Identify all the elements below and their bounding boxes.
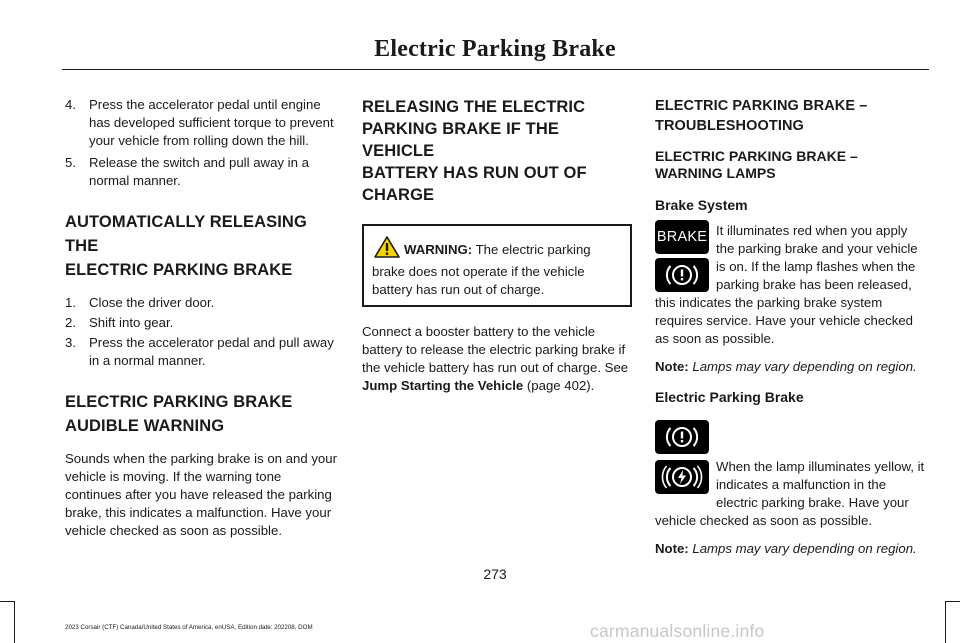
column-middle <box>362 96 632 395</box>
crop-mark <box>0 601 14 602</box>
epb-electric-icon <box>655 460 709 494</box>
crop-mark <box>14 601 15 643</box>
heading-auto-release: AUTOMATICALLY RELEASING THE ELECTRIC PARKING BRAKE <box>65 213 307 279</box>
note-epb: Note: Lamps may vary depending on region. <box>655 541 917 556</box>
brake-system-block <box>655 222 928 348</box>
warning-box <box>362 224 632 307</box>
column-left <box>65 96 337 540</box>
page-title: Electric Parking Brake <box>374 36 616 62</box>
epb-text: When the lamp illuminates yellow, it indicates a malfunction in the electric parking brake. Have your vehicle checked as soon as possible. <box>655 459 925 528</box>
note-brake-system: Note: Lamps may vary depending on region. <box>655 359 917 374</box>
heading-warning-lamps: ELECTRIC PARKING BRAKE – WARNING LAMPS <box>655 148 858 181</box>
brake-system-title: Brake System <box>655 197 748 213</box>
heading-audible-warning: ELECTRIC PARKING BRAKE AUDIBLE WARNING <box>65 393 293 435</box>
audible-warning-text: Sounds when the parking brake is on and your vehicle is moving. If the warning tone continues after you have released the parking brake, this indicates a malfunction. Have your vehicle checked as soon as possible. <box>65 451 337 538</box>
list-item: 2. Shift into gear. <box>65 315 174 330</box>
jump-start-link[interactable]: Jump Starting the Vehicle <box>362 378 524 393</box>
list-item: 1. Close the driver door. <box>65 295 215 310</box>
header-divider <box>62 69 929 70</box>
epb-block <box>655 420 928 530</box>
crop-mark <box>945 601 946 643</box>
list-item-text: Press the accelerator pedal until engine has developed sufficient torque to prevent your vehicle from rolling down the hill. <box>89 97 334 148</box>
page-number: 273 <box>483 566 507 582</box>
heading-troubleshooting: ELECTRIC PARKING BRAKE – TROUBLESHOOTING <box>655 98 868 134</box>
warning-triangle-icon <box>374 236 400 263</box>
list-item-number: 4. <box>65 97 76 112</box>
brake-lamp-icon: BRAKE <box>655 220 709 254</box>
crop-mark <box>946 601 960 602</box>
epb-warning-circle-icon <box>655 420 709 454</box>
brake-system-text: It illuminates red when you apply the parking brake and your vehicle is on. If the lamp flashes when the parking brake has been released, this indicates the parking brake system requires service. Have your vehicle checked as soon as possible. <box>655 223 918 346</box>
edition-footer: 2023 Corsair (CTF) Canada/United States of America, enUSA, Edition date: 202208, DOM <box>65 624 313 631</box>
list-item-number: 5. <box>65 155 76 170</box>
warning-body: The electric parking brake does not operate if the vehicle battery has run out of charge. <box>372 242 591 297</box>
watermark: carmanualsonline.info <box>590 621 765 641</box>
column-right <box>655 96 928 558</box>
booster-paragraph: Connect a booster battery to the vehicle battery to release the electric parking brake if the vehicle battery has run out of charge. See Jump Starting the Vehicle (page 402). <box>362 324 629 393</box>
list-item <box>65 96 337 150</box>
list-item-text: Release the switch and pull away in a normal manner. <box>89 155 309 188</box>
warning-label: WARNING: <box>404 242 473 257</box>
list-item <box>65 154 337 190</box>
epb-title: Electric Parking Brake <box>655 389 804 405</box>
brake-warning-circle-icon <box>655 258 709 292</box>
heading-release-no-charge: RELEASING THE ELECTRIC PARKING BRAKE IF THE VEHICLE BATTERY HAS RUN OUT OF CHARGE <box>362 98 587 204</box>
list-item: 3. Press the accelerator pedal and pull away in a normal manner. <box>65 335 334 368</box>
warning-text <box>372 236 622 299</box>
steps-list-auto-release <box>65 294 337 370</box>
steps-list-continued <box>65 96 337 190</box>
